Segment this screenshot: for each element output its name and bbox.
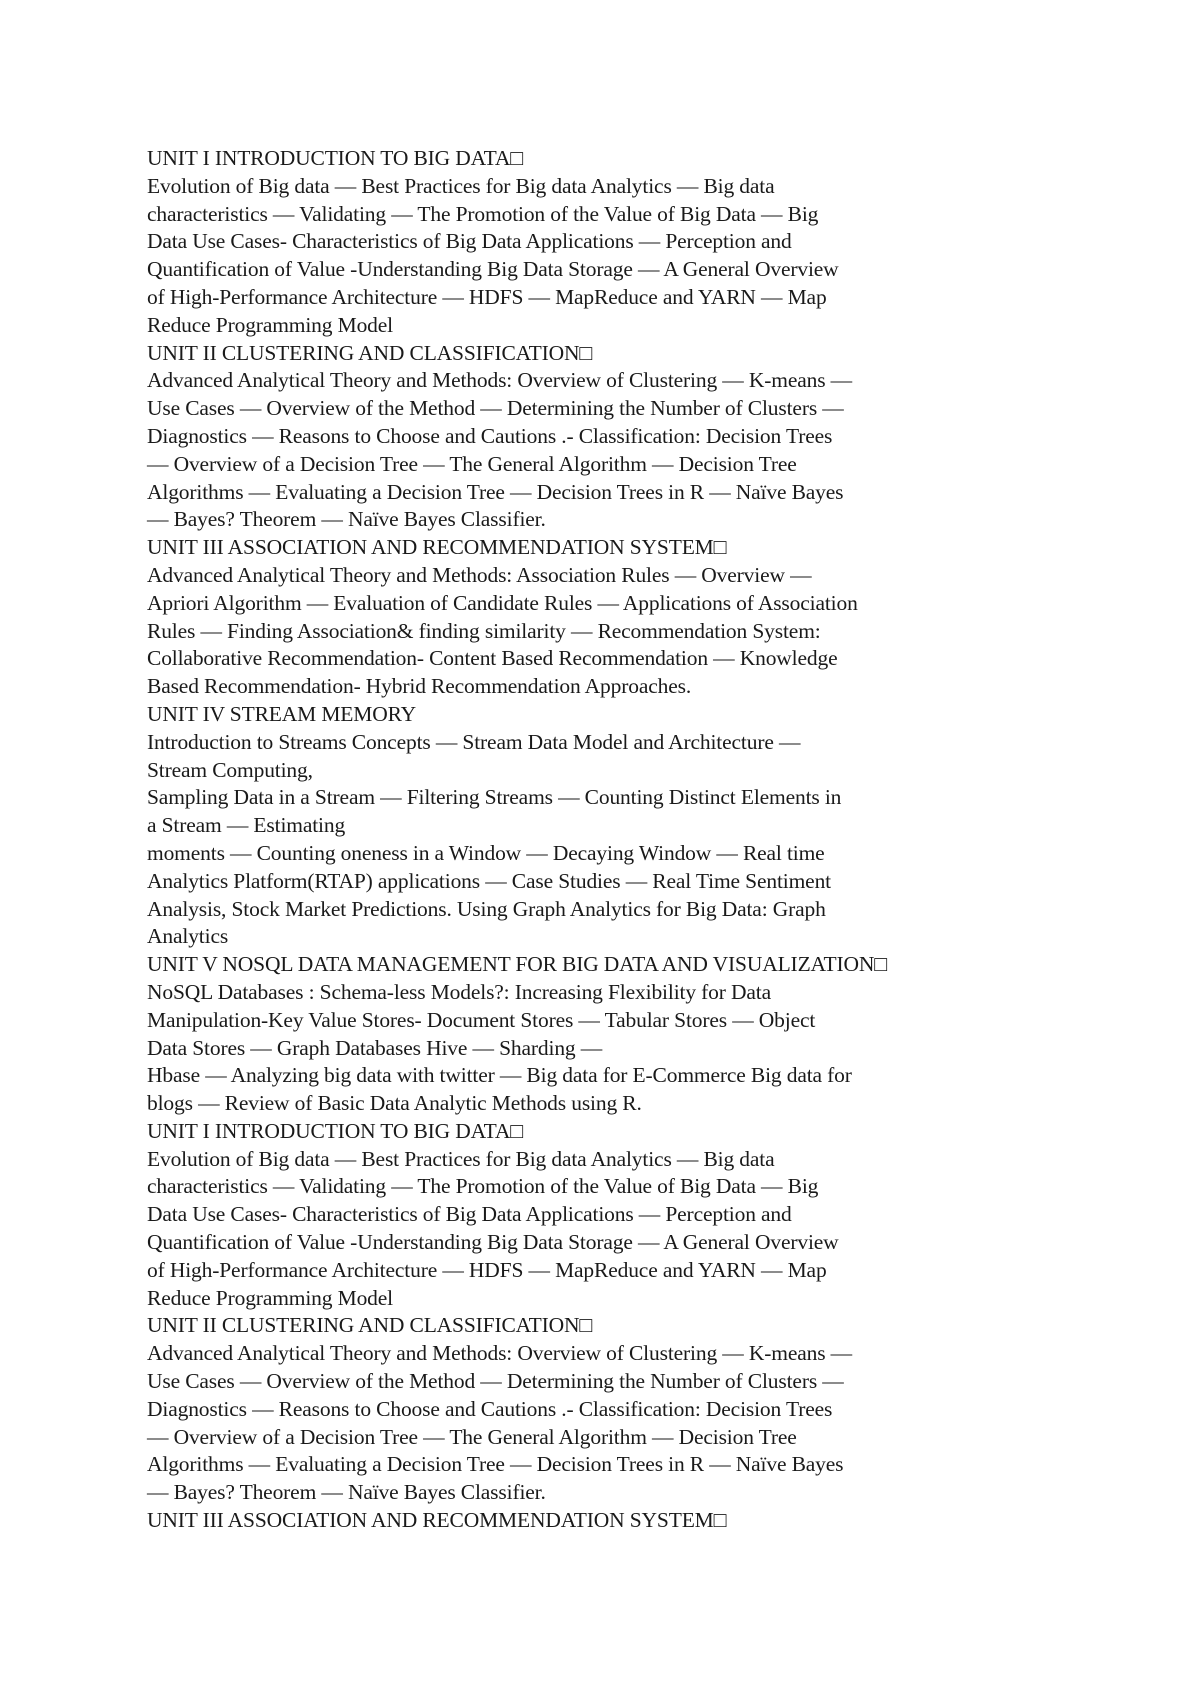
body-text-line: blogs — Review of Basic Data Analytic Methods using R. [147,1091,642,1116]
unit-heading: UNIT III ASSOCIATION AND RECOMMENDATION SYSTEM□ [147,1508,727,1533]
body-text-line: Advanced Analytical Theory and Methods: Overview of Clustering — K-means — [147,1341,853,1366]
body-text-line: Algorithms — Evaluating a Decision Tree — Decision Trees in R — Naïve Bayes [147,479,844,504]
body-text-line: Use Cases — Overview of the Method — Determining the Number of Clusters — [147,1369,844,1394]
unit-heading: UNIT V NOSQL DATA MANAGEMENT FOR BIG DATA AND VISUALIZATION□ [147,952,888,977]
body-text-line: — Bayes? Theorem — Naïve Bayes Classifier. [147,1480,546,1505]
body-text-line: a Stream — Estimating [147,813,346,838]
body-text-line: Reduce Programming Model [147,1285,393,1310]
body-text-line: Hbase — Analyzing big data with twitter — Big data for E-Commerce Big data for [147,1063,852,1088]
body-text-line: Collaborative Recommendation- Content Based Recommendation — Knowledge [147,646,838,671]
body-text-line: Advanced Analytical Theory and Methods: Association Rules — Overview — [147,562,812,587]
body-text-line: Rules — Finding Association& finding similarity — Recommendation System: [147,618,821,643]
body-text-line: Advanced Analytical Theory and Methods: Overview of Clustering — K-means — [147,368,853,393]
body-text-line: Use Cases — Overview of the Method — Determining the Number of Clusters — [147,396,844,421]
body-text-line: Diagnostics — Reasons to Choose and Cautions .- Classification: Decision Trees [147,1396,833,1421]
body-text-line: moments — Counting oneness in a Window — Decaying Window — Real time [147,840,825,865]
unit-heading: UNIT IV STREAM MEMORY [147,701,417,726]
body-text-line: Algorithms — Evaluating a Decision Tree — Decision Trees in R — Naïve Bayes [147,1452,844,1477]
body-text-line: — Overview of a Decision Tree — The General Algorithm — Decision Tree [147,1424,797,1449]
body-text-line: — Overview of a Decision Tree — The General Algorithm — Decision Tree [147,451,797,476]
body-text-line: Based Recommendation- Hybrid Recommendation Approaches. [147,674,692,699]
unit-heading: UNIT III ASSOCIATION AND RECOMMENDATION SYSTEM□ [147,535,727,560]
body-text-line: characteristics — Validating — The Promotion of the Value of Big Data — Big [147,201,819,226]
body-text-line: Analysis, Stock Market Predictions. Using Graph Analytics for Big Data: Graph [147,896,826,921]
body-text-line: Introduction to Streams Concepts — Stream Data Model and Architecture — [147,729,801,754]
body-text-line: Analytics [147,924,229,949]
body-text-line: Reduce Programming Model [147,312,393,337]
body-text-line: Diagnostics — Reasons to Choose and Cautions .- Classification: Decision Trees [147,423,833,448]
body-text-line: of High-Performance Architecture — HDFS — MapReduce and YARN — Map [147,1257,827,1282]
body-text-line: — Bayes? Theorem — Naïve Bayes Classifier. [147,507,546,532]
body-text-line: Evolution of Big data — Best Practices for Big data Analytics — Big data [147,1146,775,1171]
body-text-line: Quantification of Value -Understanding Big Data Storage — A General Overview [147,1230,839,1255]
body-text-line: characteristics — Validating — The Promotion of the Value of Big Data — Big [147,1174,819,1199]
unit-heading: UNIT I INTRODUCTION TO BIG DATA□ [147,1118,524,1143]
body-text-line: NoSQL Databases : Schema-less Models?: Increasing Flexibility for Data [147,979,771,1004]
body-text-line: Data Use Cases- Characteristics of Big Data Applications — Perception and [147,1202,792,1227]
body-text-line: Manipulation-Key Value Stores- Document Stores — Tabular Stores — Object [147,1007,816,1032]
body-text-line: Evolution of Big data — Best Practices for Big data Analytics — Big data [147,173,775,198]
body-text-line: of High-Performance Architecture — HDFS — MapReduce and YARN — Map [147,284,827,309]
body-text-line: Data Use Cases- Characteristics of Big Data Applications — Perception and [147,229,792,254]
body-text-line: Data Stores — Graph Databases Hive — Sharding — [147,1035,603,1060]
unit-heading: UNIT II CLUSTERING AND CLASSIFICATION□ [147,340,593,365]
body-text-line: Stream Computing, [147,757,313,782]
body-text-line: Quantification of Value -Understanding Big Data Storage — A General Overview [147,257,839,282]
unit-heading: UNIT I INTRODUCTION TO BIG DATA□ [147,146,524,170]
body-text-line: Apriori Algorithm — Evaluation of Candidate Rules — Applications of Association [147,590,858,615]
body-text-line: Sampling Data in a Stream — Filtering Streams — Counting Distinct Elements in [147,785,842,810]
document-body [147,145,1087,1535]
body-text-line: Analytics Platform(RTAP) applications — Case Studies — Real Time Sentiment [147,868,831,893]
unit-heading: UNIT II CLUSTERING AND CLASSIFICATION□ [147,1313,593,1338]
